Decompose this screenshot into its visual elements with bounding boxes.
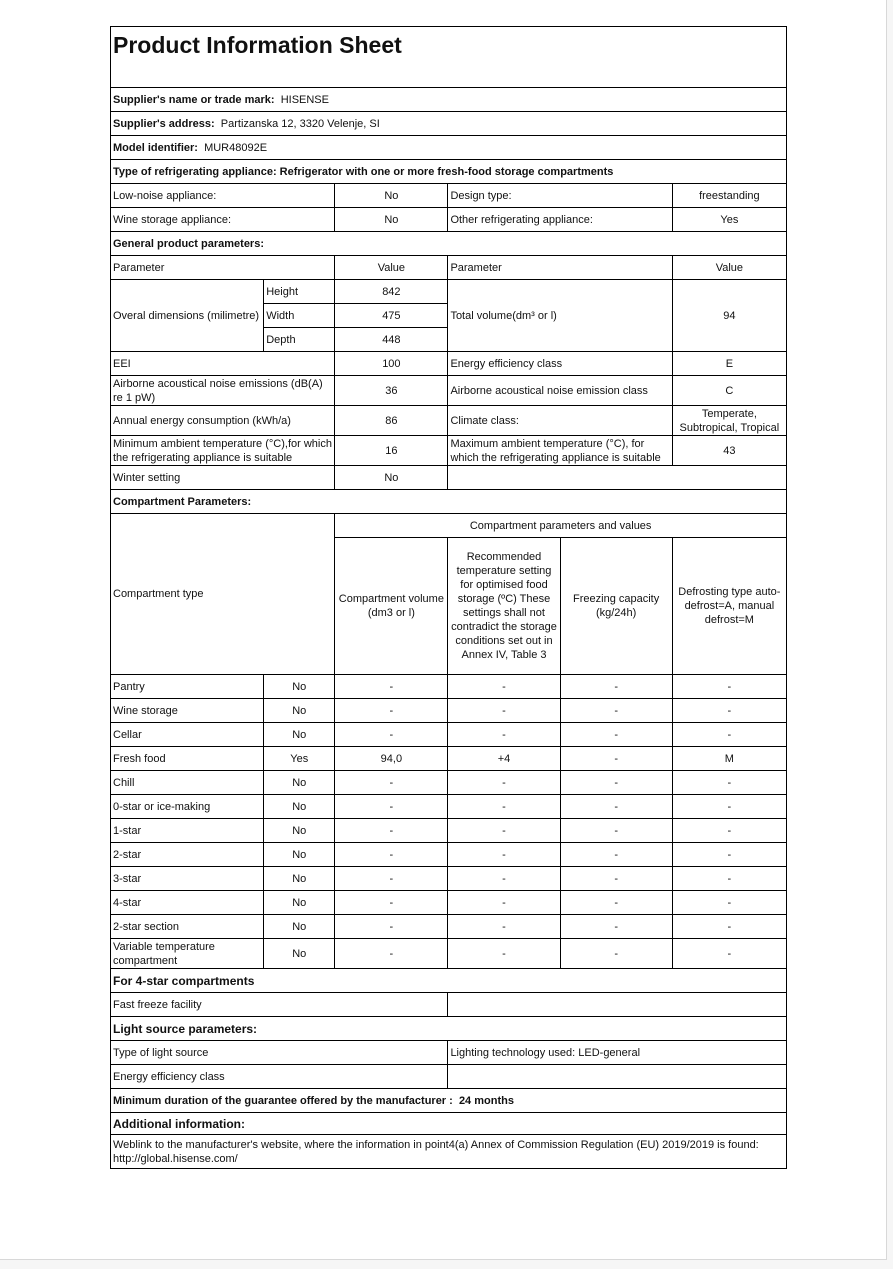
max-temp-value: 43	[672, 436, 786, 466]
compartment-present: No	[264, 939, 335, 969]
compartment-name: 2-star section	[111, 915, 264, 939]
additional-info-heading: Additional information:	[111, 1113, 787, 1135]
compartment-defrost: -	[672, 939, 786, 969]
empty-cell	[448, 466, 787, 490]
compartment-volume: -	[335, 771, 448, 795]
compartment-volume: -	[335, 939, 448, 969]
compartment-temp: -	[448, 939, 560, 969]
climate-class-value: Temperate, Subtropical, Tropical	[672, 406, 786, 436]
design-type-label: Design type:	[448, 184, 672, 208]
compartment-present: No	[264, 915, 335, 939]
winter-setting-label: Winter setting	[111, 466, 335, 490]
compartment-freezing: -	[560, 891, 672, 915]
compartment-present: No	[264, 843, 335, 867]
compartment-defrost: -	[672, 795, 786, 819]
supplier-name: HISENSE	[280, 93, 329, 106]
compartment-name: Cellar	[111, 723, 264, 747]
compartment-type-header: Compartment type	[111, 514, 335, 675]
compartment-freezing: -	[560, 795, 672, 819]
compartment-temp: -	[448, 843, 560, 867]
supplier-name-row	[111, 88, 787, 112]
table-row	[111, 771, 787, 795]
supplier-address-row	[111, 112, 787, 136]
model-label: Model identifier:	[113, 141, 198, 154]
table-row	[111, 867, 787, 891]
light-energy-class-label: Energy efficiency class	[111, 1065, 448, 1089]
col-parameter-header-right: Parameter	[448, 256, 672, 280]
model-row	[111, 136, 787, 160]
compartment-defrost: -	[672, 699, 786, 723]
light-type-label: Type of light source	[111, 1041, 448, 1065]
compartment-volume: -	[335, 915, 448, 939]
guarantee-label: Minimum duration of the guarantee offered by the manufacturer :	[113, 1094, 453, 1107]
title-cell	[111, 27, 787, 88]
light-energy-class-value	[448, 1065, 787, 1089]
annual-energy-value: 86	[335, 406, 448, 436]
fast-freeze-value	[448, 993, 787, 1017]
other-appliance-label: Other refrigerating appliance:	[448, 208, 672, 232]
freezing-capacity-header: Freezing capacity (kg/24h)	[560, 538, 672, 675]
eei-label: EEI	[111, 352, 335, 376]
weblink-text: Weblink to the manufacturer's website, where the information in point4(a) Annex of Commission Regulation (EU) 2019/2019 is found: http://global.hisense.com/	[111, 1135, 787, 1169]
compartment-name: Wine storage	[111, 699, 264, 723]
compartment-name: 4-star	[111, 891, 264, 915]
compartment-name: Pantry	[111, 675, 264, 699]
compartment-freezing: -	[560, 843, 672, 867]
compartment-present: No	[264, 819, 335, 843]
four-star-heading: For 4-star compartments	[111, 969, 787, 993]
energy-class-label: Energy efficiency class	[448, 352, 672, 376]
compartment-name: Fresh food	[111, 747, 264, 771]
supplier-name-label: Supplier's name or trade mark:	[113, 93, 275, 106]
compartment-volume: -	[335, 675, 448, 699]
noise-class-label: Airborne acoustical noise emission class	[448, 376, 672, 406]
compartment-rows	[111, 675, 787, 969]
wine-storage-value: No	[335, 208, 448, 232]
light-source-heading: Light source parameters:	[111, 1017, 787, 1041]
total-volume-label: Total volume(dm³ or l)	[448, 280, 672, 352]
table-row	[111, 819, 787, 843]
compartment-name: 0-star or ice-making	[111, 795, 264, 819]
total-volume-value: 94	[672, 280, 786, 352]
compartment-freezing: -	[560, 915, 672, 939]
depth-label: Depth	[264, 328, 335, 352]
compartment-freezing: -	[560, 723, 672, 747]
compartment-temp: -	[448, 867, 560, 891]
compartment-defrost: -	[672, 915, 786, 939]
wine-storage-label: Wine storage appliance:	[111, 208, 335, 232]
compartment-present: No	[264, 891, 335, 915]
model-identifier: MUR48092E	[204, 141, 268, 154]
compartment-present: No	[264, 723, 335, 747]
table-row	[111, 723, 787, 747]
compartment-group-header: Compartment parameters and values	[335, 514, 787, 538]
compartment-present: Yes	[264, 747, 335, 771]
table-row	[111, 843, 787, 867]
compartment-volume: -	[335, 867, 448, 891]
compartment-volume: -	[335, 795, 448, 819]
compartment-defrost: -	[672, 843, 786, 867]
guarantee-row	[111, 1089, 787, 1113]
compartment-defrost: -	[672, 867, 786, 891]
compartment-volume: -	[335, 699, 448, 723]
guarantee-value: 24 months	[458, 1094, 514, 1107]
other-appliance-value: Yes	[672, 208, 786, 232]
compartment-freezing: -	[560, 867, 672, 891]
compartment-temp: -	[448, 795, 560, 819]
compartment-volume: -	[335, 819, 448, 843]
compartment-freezing: -	[560, 675, 672, 699]
table-row	[111, 675, 787, 699]
overall-dimensions-label: Overal dimensions (milimetre)	[111, 280, 264, 352]
eei-value: 100	[335, 352, 448, 376]
compartment-temp: -	[448, 771, 560, 795]
max-temp-label: Maximum ambient temperature (°C), for which the refrigerating appliance is suitable	[448, 436, 672, 466]
compartment-present: No	[264, 795, 335, 819]
product-information-table	[110, 26, 787, 1169]
col-value-header-right: Value	[672, 256, 786, 280]
general-parameters-heading: General product parameters:	[111, 232, 787, 256]
compartment-defrost: -	[672, 891, 786, 915]
noise-emission-value: 36	[335, 376, 448, 406]
annual-energy-label: Annual energy consumption (kWh/a)	[111, 406, 335, 436]
table-row	[111, 939, 787, 969]
compartment-name: Chill	[111, 771, 264, 795]
compartment-freezing: -	[560, 699, 672, 723]
col-value-header: Value	[335, 256, 448, 280]
compartment-volume: -	[335, 843, 448, 867]
appliance-type-row	[111, 160, 787, 184]
min-temp-value: 16	[335, 436, 448, 466]
appliance-type-label: Type of refrigerating appliance:	[113, 165, 277, 178]
min-temp-label: Minimum ambient temperature (°C),for which the refrigerating appliance is suitable	[111, 436, 335, 466]
compartment-present: No	[264, 867, 335, 891]
compartment-freezing: -	[560, 771, 672, 795]
compartment-defrost: M	[672, 747, 786, 771]
supplier-address-label: Supplier's address:	[113, 117, 215, 130]
compartment-temp: -	[448, 723, 560, 747]
height-value: 842	[335, 280, 448, 304]
compartment-parameters-heading: Compartment Parameters:	[111, 490, 787, 514]
design-type-value: freestanding	[672, 184, 786, 208]
table-row	[111, 891, 787, 915]
low-noise-value: No	[335, 184, 448, 208]
winter-setting-value: No	[335, 466, 448, 490]
width-value: 475	[335, 304, 448, 328]
table-row	[111, 915, 787, 939]
compartment-present: No	[264, 675, 335, 699]
compartment-defrost: -	[672, 675, 786, 699]
fast-freeze-label: Fast freeze facility	[111, 993, 448, 1017]
depth-value: 448	[335, 328, 448, 352]
table-row	[111, 747, 787, 771]
compartment-volume: 94,0	[335, 747, 448, 771]
defrosting-type-header: Defrosting type auto-defrost=A, manual defrost=M	[672, 538, 786, 675]
recommended-temp-header: Recommended temperature setting for optimised food storage (ºC) These settings shall not contradict the storage conditions set out in Annex IV, Table 3	[448, 538, 560, 675]
compartment-temp: +4	[448, 747, 560, 771]
compartment-defrost: -	[672, 819, 786, 843]
compartment-defrost: -	[672, 723, 786, 747]
noise-class-value: C	[672, 376, 786, 406]
noise-emission-label: Airborne acoustical noise emissions (dB(A) re 1 pW)	[111, 376, 335, 406]
compartment-temp: -	[448, 891, 560, 915]
col-parameter-header: Parameter	[111, 256, 335, 280]
table-row	[111, 795, 787, 819]
energy-class-value: E	[672, 352, 786, 376]
compartment-temp: -	[448, 675, 560, 699]
width-label: Width	[264, 304, 335, 328]
compartment-temp: -	[448, 819, 560, 843]
compartment-name: Variable temperature compartment	[111, 939, 264, 969]
compartment-freezing: -	[560, 819, 672, 843]
compartment-name: 3-star	[111, 867, 264, 891]
page-title: Product Information Sheet	[113, 32, 402, 58]
compartment-freezing: -	[560, 939, 672, 969]
compartment-volume: -	[335, 723, 448, 747]
compartment-present: No	[264, 771, 335, 795]
compartment-volume: -	[335, 891, 448, 915]
supplier-address: Partizanska 12, 3320 Velenje, SI	[220, 117, 380, 130]
compartment-freezing: -	[560, 747, 672, 771]
climate-class-label: Climate class:	[448, 406, 672, 436]
compartment-name: 1-star	[111, 819, 264, 843]
table-row	[111, 699, 787, 723]
lighting-technology: Lighting technology used: LED-general	[448, 1041, 787, 1065]
compartment-name: 2-star	[111, 843, 264, 867]
compartment-defrost: -	[672, 771, 786, 795]
compartment-temp: -	[448, 699, 560, 723]
compartment-present: No	[264, 699, 335, 723]
height-label: Height	[264, 280, 335, 304]
compartment-temp: -	[448, 915, 560, 939]
compartment-volume-header: Compartment volume (dm3 or l)	[335, 538, 448, 675]
low-noise-label: Low-noise appliance:	[111, 184, 335, 208]
appliance-type: Refrigerator with one or more fresh-food storage compartments	[279, 165, 614, 178]
